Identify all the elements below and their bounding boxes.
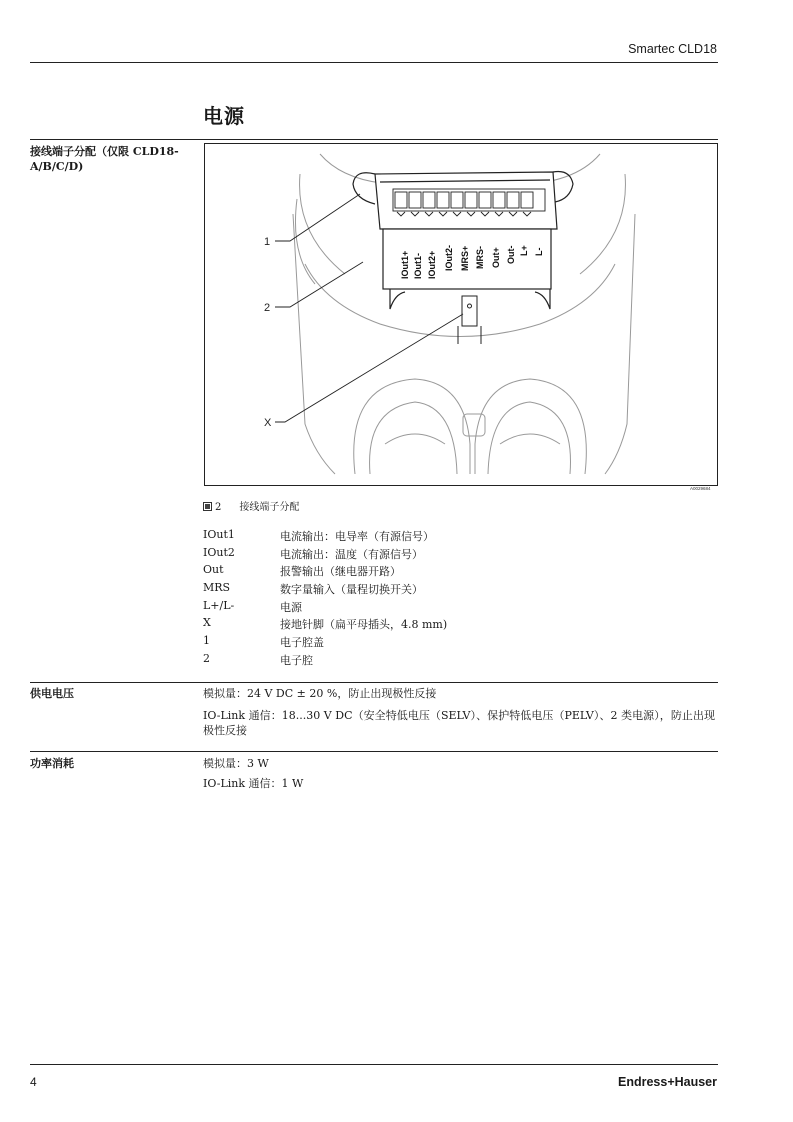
terminal-label-iout1-minus: IOut1- <box>413 253 423 279</box>
terminal-label-l-minus: L- <box>534 247 544 256</box>
legend-key: L+/L- <box>203 598 235 612</box>
figure-number: 2 <box>215 502 222 513</box>
legend-value: 报警输出（继电器开路） <box>280 565 401 579</box>
legend-value: 电源 <box>280 600 302 614</box>
callout-1: 1 <box>264 236 271 248</box>
legend-row <box>203 581 703 599</box>
terminal-figure <box>204 143 718 486</box>
legend-row <box>203 652 703 670</box>
terminal-label-iout2-minus: IOut2- <box>444 245 454 271</box>
footer-rule <box>30 1064 718 1065</box>
terminal-label-mrs-plus: MRS+ <box>460 245 470 271</box>
terminal-label-mrs-minus: MRS- <box>475 246 485 269</box>
supply-voltage-iolink: IO-Link 通信：18...30 V DC（安全特低电压（SELV）、保护特低电压（PELV）、2 类电源），防止出现极性反接 <box>203 709 715 737</box>
legend-row <box>203 563 703 581</box>
legend-value: 电流输出：温度（有源信号） <box>280 547 423 561</box>
legend-row <box>203 599 703 617</box>
legend-key: IOut1 <box>203 528 235 541</box>
legend-value: 电流输出：电导率（有源信号） <box>280 530 434 543</box>
legend-key: MRS <box>203 581 231 595</box>
power-consumption-iolink: IO-Link 通信：1 W <box>203 777 304 790</box>
figure-caption-text: 接线端子分配 <box>239 502 300 513</box>
figure-code: A0029684 <box>690 486 711 491</box>
document-header-title: Smartec CLD18 <box>628 42 717 56</box>
legend-row <box>203 528 703 546</box>
page-number: 4 <box>30 1075 37 1089</box>
terminal-assignment-label: 接线端子分配（仅限 CLD18-A/B/C/D) <box>30 145 179 173</box>
section-title: 电源 <box>203 104 245 128</box>
terminal-label-iout2-plus: IOut2+ <box>427 250 437 279</box>
header-rule <box>30 62 718 63</box>
legend-value: 电子腔 <box>280 653 313 667</box>
figure-caption <box>203 498 299 513</box>
supply-voltage-rule <box>30 682 718 683</box>
section-rule <box>30 139 718 140</box>
figure-icon <box>203 502 212 511</box>
terminal-drawing <box>205 144 717 485</box>
legend-key: Out <box>203 563 224 577</box>
power-consumption-analog: 模拟量：3 W <box>203 757 269 770</box>
terminal-label-iout1-plus: IOut1+ <box>400 250 410 279</box>
legend-key: IOut2 <box>203 545 235 559</box>
terminal-legend <box>203 528 703 670</box>
power-consumption-rule <box>30 751 718 752</box>
legend-value: 数字量输入（量程切换开关） <box>280 583 423 597</box>
terminal-label-out-minus: Out- <box>506 245 516 264</box>
legend-key: 2 <box>203 651 210 665</box>
legend-key: 1 <box>203 634 210 648</box>
power-consumption-label: 功率消耗 <box>30 757 74 770</box>
legend-key: X <box>203 616 211 630</box>
legend-row <box>203 634 703 652</box>
terminal-label-out-plus: Out+ <box>491 247 501 268</box>
legend-value: 接地针脚（扁平母插头，4.8 mm) <box>280 618 448 632</box>
terminal-label-l-plus: L+ <box>519 245 529 256</box>
supply-voltage-label: 供电电压 <box>30 687 74 700</box>
brand-name: Endress+Hauser <box>617 1075 717 1089</box>
supply-voltage-analog: 模拟量：24 V DC ± 20 %，防止出现极性反接 <box>203 687 437 700</box>
legend-row <box>203 616 703 634</box>
callout-x: X <box>264 417 272 429</box>
legend-row <box>203 546 703 564</box>
callout-2: 2 <box>264 302 271 314</box>
legend-value: 电子腔盖 <box>280 636 324 650</box>
